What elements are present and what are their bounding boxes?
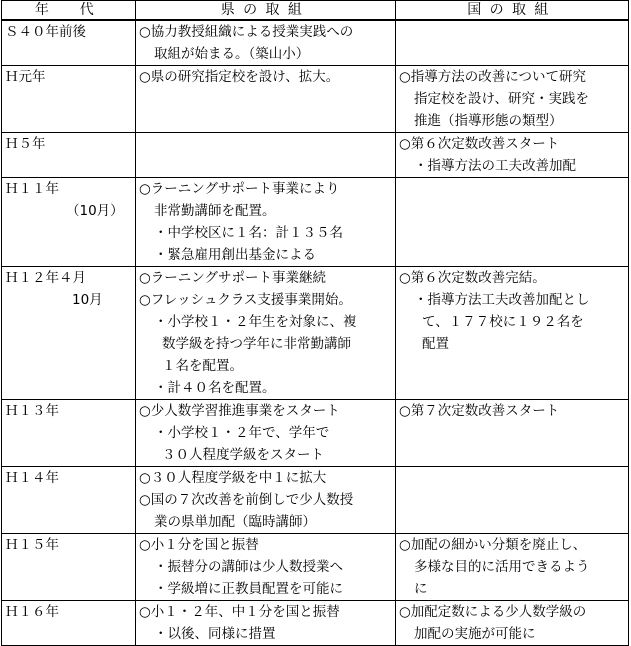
pref-line: ・計４０名を配置。 [154, 380, 276, 396]
era-subtext: 10月 [72, 292, 103, 308]
era-cell [2, 467, 136, 534]
pref-cell [136, 133, 396, 178]
header-era: 年 代 [2, 1, 136, 21]
pref-line: 数学級を持つ学年に非常勤講師 [162, 336, 351, 352]
pref-cell [136, 267, 396, 400]
nation-line: 指定校を設け、研究・実践を [414, 91, 589, 107]
pref-cell [136, 467, 396, 534]
nation-line: 推進（指導形態の類型） [414, 113, 563, 129]
table-row [2, 400, 629, 467]
table-row [2, 66, 629, 133]
era-text: Ｈ元年 [5, 69, 46, 85]
table-row [2, 20, 629, 66]
pref-line: ・緊急雇用創出基金による [154, 247, 316, 263]
pref-line: ・以後、同様に措置 [154, 626, 276, 642]
nation-cell [396, 267, 629, 400]
pref-line: ３０人程度学級をスタート [162, 447, 324, 463]
table-row [2, 534, 629, 601]
nation-line: ○加配の細かい分類を廃止し、 [399, 537, 587, 553]
era-text: Ｈ１６年 [5, 604, 59, 620]
nation-line: 多様な目的に活用できるよう [414, 559, 590, 575]
era-text: Ｓ４０年前後 [5, 24, 86, 40]
table-row [2, 467, 629, 534]
era-cell [2, 66, 136, 133]
pref-cell [136, 534, 396, 601]
nation-line: ○第７次定数改善スタート [399, 403, 560, 419]
nation-cell [396, 20, 629, 66]
pref-line: ・小学校１・２年で、学年で [154, 425, 330, 441]
nation-cell [396, 178, 629, 267]
era-cell [2, 601, 136, 646]
era-subtext: （10月） [66, 203, 124, 219]
header-nation: 国の取組 [396, 1, 629, 21]
pref-cell [136, 66, 396, 133]
pref-line: １名を配置。 [162, 358, 243, 374]
pref-cell [136, 178, 396, 267]
nation-cell [396, 467, 629, 534]
pref-line: 取組が始まる。（築山小） [154, 46, 310, 62]
era-cell [2, 400, 136, 467]
pref-line: ○ラーニングサポート事業継続 [139, 270, 327, 286]
table-row [2, 178, 629, 267]
pref-line: ○県の研究指定校を設け、拡大。 [139, 69, 340, 85]
nation-line: ○指導方法の改善について研究 [399, 69, 587, 85]
era-text: Ｈ１４年 [5, 470, 59, 486]
nation-cell [396, 66, 629, 133]
nation-line: ○加配定数による少人数学級の [399, 604, 587, 620]
pref-line: ・中学校区に１名：計１３５名 [154, 225, 343, 241]
history-table [1, 0, 629, 646]
pref-line: ○３０人程度学級を中１に拡大 [139, 470, 327, 486]
pref-cell [136, 20, 396, 66]
nation-line: に [414, 581, 428, 597]
pref-line: ・小学校１・２年生を対象に、複 [154, 314, 357, 330]
era-text: Ｈ１２年４月 [5, 270, 86, 286]
pref-line: ○フレッシュクラス支援事業開始。 [139, 292, 352, 308]
era-cell [2, 133, 136, 178]
nation-line: ・指導方法の工夫改善加配 [414, 158, 576, 174]
pref-cell [136, 601, 396, 646]
nation-line: 配置 [422, 336, 449, 352]
era-text: Ｈ１１年 [5, 181, 59, 197]
nation-line: ○第６次定数改善スタート [399, 136, 560, 152]
nation-cell [396, 601, 629, 646]
pref-line: ○ラーニングサポート事業により [139, 181, 340, 197]
nation-cell [396, 400, 629, 467]
pref-cell [136, 400, 396, 467]
nation-line: て、１７７校に１９２名を [422, 314, 584, 330]
pref-line: ・学級増に正教員配置を可能に [154, 581, 343, 597]
pref-line: ○小１分を国と振替 [139, 537, 259, 553]
table-row [2, 601, 629, 646]
era-cell [2, 20, 136, 66]
era-cell [2, 267, 136, 400]
era-text: Ｈ１５年 [5, 537, 59, 553]
pref-line: ○少人数学習推進事業をスタート [139, 403, 340, 419]
nation-cell [396, 534, 629, 601]
era-text: Ｈ５年 [5, 136, 46, 152]
pref-line: ○協力教授組織による授業実践への [139, 24, 354, 40]
pref-line: ・振替分の講師は少人数授業へ [154, 559, 343, 575]
pref-line: 業の県単加配（臨時講師） [154, 514, 316, 530]
pref-line: ○小１・２年、中１分を国と振替 [139, 604, 340, 620]
header-pref: 県の取組 [136, 1, 396, 21]
pref-line: ○国の７次改善を前倒しで少人数授 [139, 492, 354, 508]
nation-line: 加配の実施が可能に [414, 626, 536, 642]
era-text: Ｈ１３年 [5, 403, 59, 419]
nation-line: ○第６次定数改善完結。 [399, 270, 546, 286]
era-cell [2, 178, 136, 267]
pref-line: 非常勤講師を配置。 [154, 203, 276, 219]
header-row [2, 1, 629, 21]
nation-cell [396, 133, 629, 178]
table-row [2, 267, 629, 400]
era-cell [2, 534, 136, 601]
table-row [2, 133, 629, 178]
nation-line: ・指導方法工夫改善加配とし [414, 292, 590, 308]
